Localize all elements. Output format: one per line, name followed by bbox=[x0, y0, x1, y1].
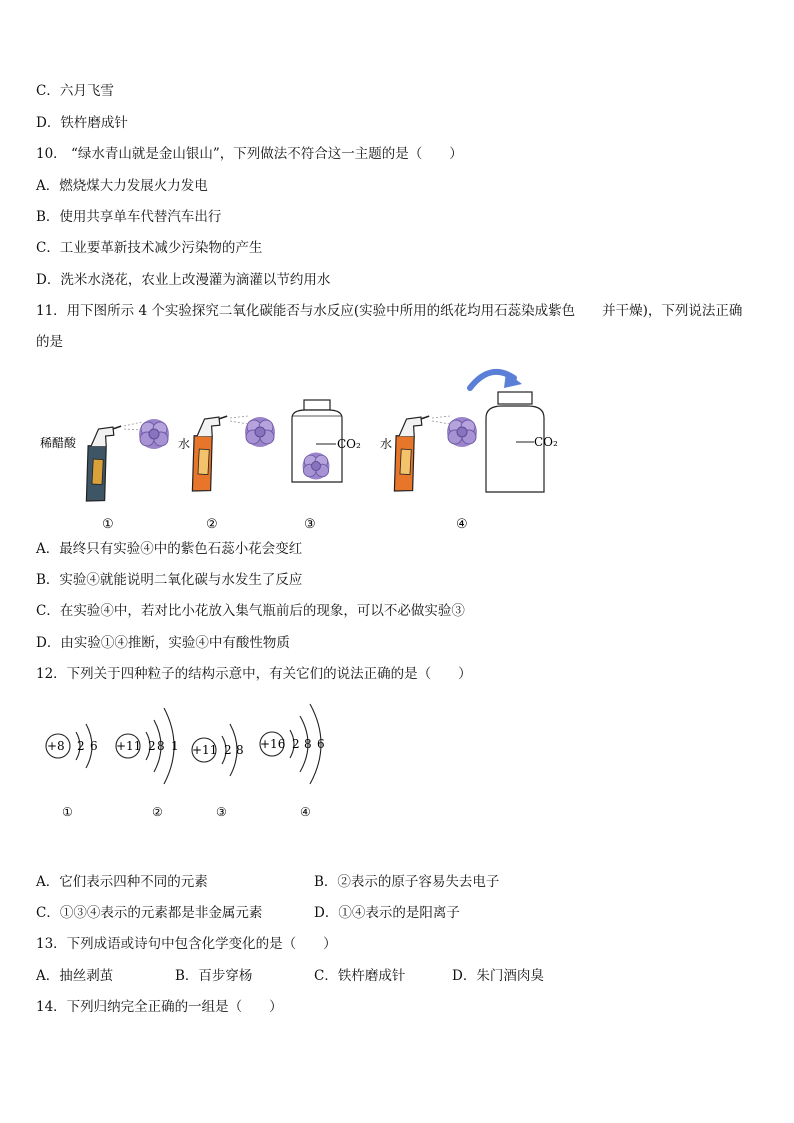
p3-nucleus: +11 bbox=[192, 743, 218, 757]
flower-icon bbox=[245, 417, 275, 447]
p1-shell-2: 6 bbox=[90, 739, 98, 753]
p4-nucleus: +16 bbox=[260, 737, 286, 751]
spray-mist bbox=[230, 416, 248, 424]
q11-experiment-figure bbox=[30, 360, 590, 536]
p3-shell-1: 2 bbox=[224, 743, 232, 757]
q10-stem: 10． “绿水青山就是金山银山”，下列做法不符合这一主题的是（ ） bbox=[36, 146, 463, 162]
q13-option-c: C．铁杵磨成针 bbox=[314, 968, 406, 984]
label-water-2: 水 bbox=[380, 437, 393, 451]
p1-shell-1: 2 bbox=[77, 739, 85, 753]
flower-icon bbox=[303, 453, 330, 480]
q10-option-d: D．洗米水浇花，农业上改漫灌为滴灌以节约用水 bbox=[36, 272, 331, 288]
q12-option-a: A．它们表示四种不同的元素 bbox=[36, 874, 208, 890]
q9-option-d: D．铁杵磨成针 bbox=[36, 115, 128, 131]
p4-shell-1: 2 bbox=[292, 737, 300, 751]
q11-stem-line2: 的是 bbox=[36, 334, 63, 350]
flower-icon bbox=[447, 417, 477, 447]
spray-mist bbox=[432, 416, 450, 424]
p2-shell-2: 8 bbox=[157, 739, 165, 753]
q12-option-b: B．②表示的原子容易失去电子 bbox=[314, 874, 500, 890]
p4-shell-2: 8 bbox=[304, 737, 312, 751]
q10-option-b: B．使用共享单车代替汽车出行 bbox=[36, 209, 222, 225]
q11-option-c: C．在实验④中，若对比小花放入集气瓶前后的现象，可以不必做实验③ bbox=[36, 603, 465, 619]
q13-option-b: B．百步穿杨 bbox=[175, 968, 253, 984]
label-co2-1: CO₂ bbox=[337, 437, 361, 451]
p3-shell-2: 8 bbox=[236, 743, 244, 757]
q10-option-a: A．燃烧煤大力发展火力发电 bbox=[36, 178, 208, 194]
p1-nucleus: +8 bbox=[47, 739, 65, 753]
sprayer-icon bbox=[388, 412, 429, 494]
label-co2-2: CO₂ bbox=[534, 435, 558, 449]
q13-option-a: A．抽丝剥茧 bbox=[36, 968, 114, 984]
experiment-number-3: ③ bbox=[304, 517, 316, 532]
spray-mist bbox=[124, 422, 142, 430]
q13-option-d: D．朱门酒肉臭 bbox=[452, 968, 544, 984]
p2-nucleus: +11 bbox=[116, 739, 142, 753]
label-acid: 稀醋酸 bbox=[40, 436, 77, 450]
q12-option-c: C．①③④表示的元素都是非金属元素 bbox=[36, 905, 263, 921]
p2-shell-1: 2 bbox=[148, 739, 156, 753]
p4-shell-3: 6 bbox=[317, 737, 325, 751]
experiment-number-2: ② bbox=[206, 517, 218, 532]
q14-stem: 14．下列归纳完全正确的一组是（ ） bbox=[36, 999, 283, 1015]
experiment-number-1: ① bbox=[102, 517, 114, 532]
q12-option-d: D．①④表示的是阳离子 bbox=[314, 905, 460, 921]
sprayer-icon bbox=[80, 422, 121, 504]
q12-atomic-structure-figure bbox=[30, 694, 350, 826]
q13-stem: 13．下列成语或诗句中包含化学变化的是（ ） bbox=[36, 936, 337, 952]
q11-option-d: D．由实验①④推断，实验④中有酸性物质 bbox=[36, 635, 290, 651]
particle-number-2: ② bbox=[152, 805, 163, 819]
sprayer-icon bbox=[186, 412, 227, 494]
q12-stem: 12．下列关于四种粒子的结构示意中，有关它们的说法正确的是（ ） bbox=[36, 666, 472, 682]
q11-option-a: A．最终只有实验④中的紫色石蕊小花会变红 bbox=[36, 541, 303, 557]
flower-icon bbox=[139, 419, 169, 449]
particle-number-1: ① bbox=[62, 805, 73, 819]
q10-option-c: C．工业要革新技术减少污染物的产生 bbox=[36, 240, 263, 256]
q11-stem-line1: 11．用下图所示 4 个实验探究二氧化碳能否与水反应(实验中所用的纸花均用石蕊染成紫色 并干燥)，下列说法正确 bbox=[36, 303, 743, 319]
q9-option-c: C．六月飞雪 bbox=[36, 83, 114, 99]
q11-option-b: B．实验④就能说明二氧化碳与水发生了反应 bbox=[36, 572, 303, 588]
particle-number-4: ④ bbox=[300, 805, 311, 819]
particle-number-3: ③ bbox=[216, 805, 227, 819]
experiment-number-4: ④ bbox=[456, 517, 468, 532]
label-water-1: 水 bbox=[178, 437, 191, 451]
p2-shell-3: 1 bbox=[171, 739, 179, 753]
